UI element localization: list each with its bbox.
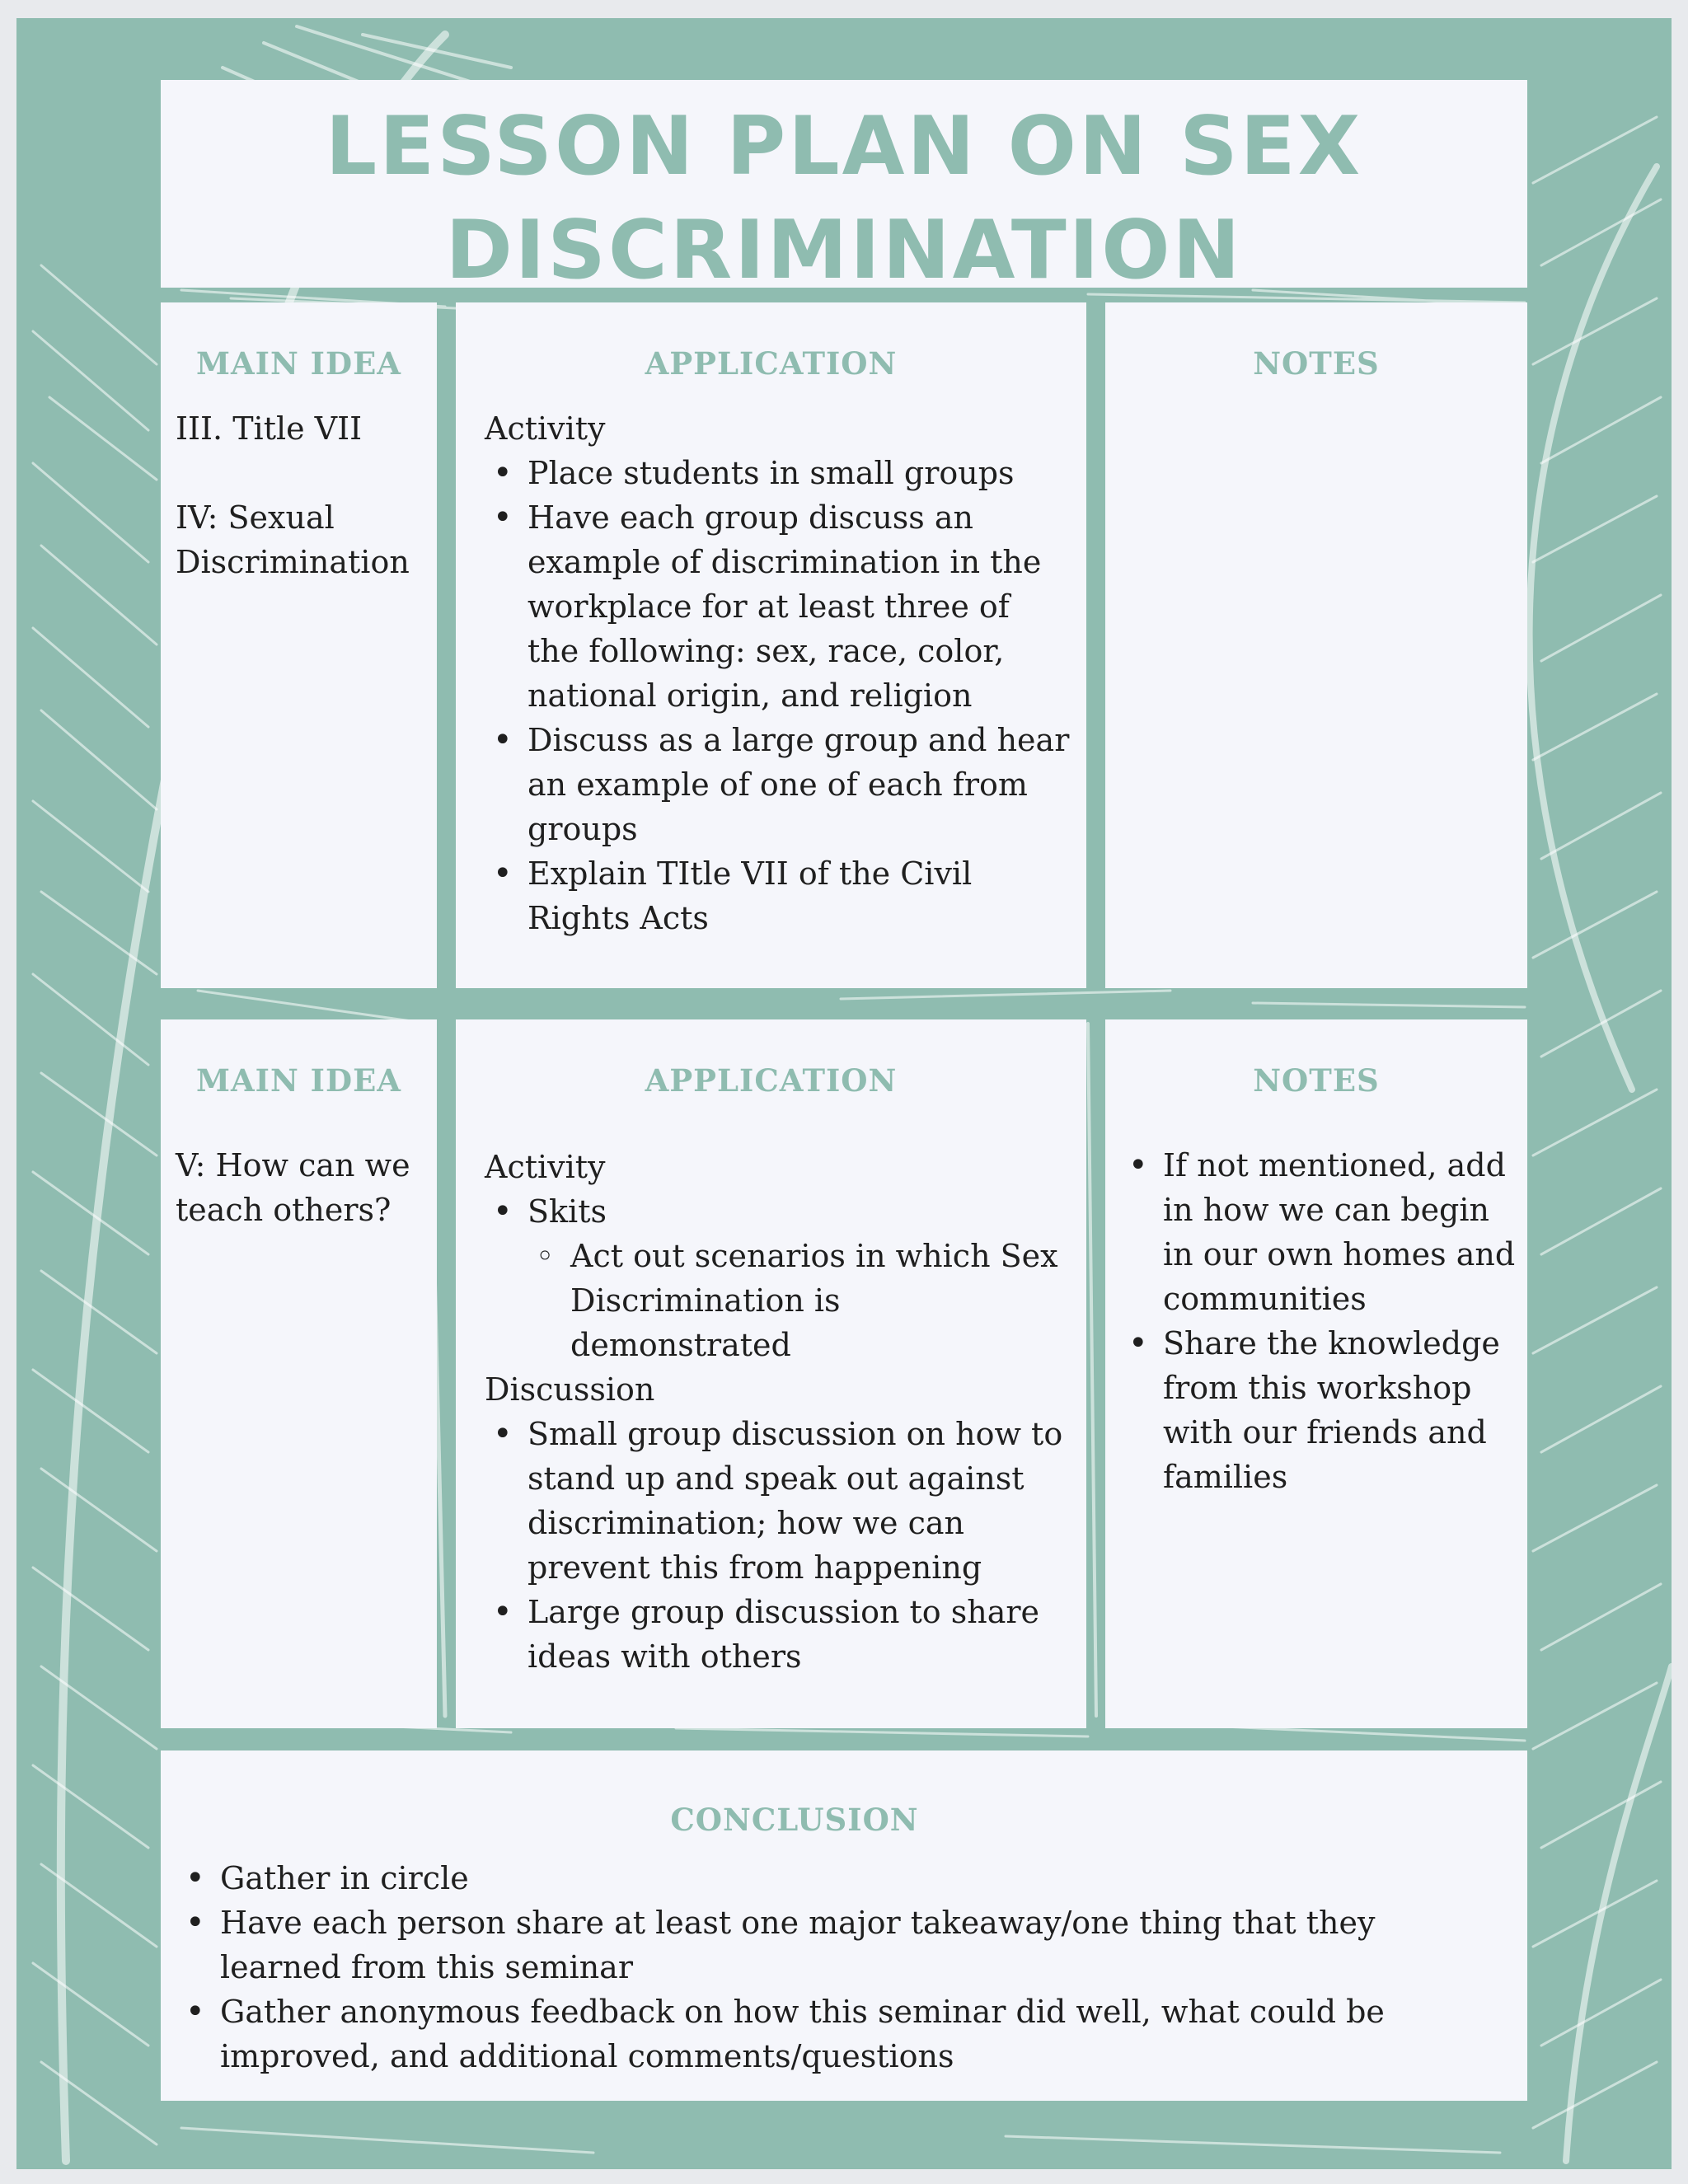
- notes-cell-1: [1105, 302, 1527, 988]
- notes-heading: NOTES: [1253, 345, 1380, 382]
- application-cell-1: [456, 302, 1086, 988]
- main-idea-text: [176, 406, 431, 584]
- sub-list-item: ◦ Act out scenarios in which Sex Discrimination is demonstrated: [528, 1234, 1070, 1367]
- activity-label: Activity: [485, 1149, 606, 1185]
- application-heading: APPLICATION: [645, 345, 898, 382]
- main-idea-line: IV: Sexual Discrimination: [176, 499, 410, 580]
- main-idea-line: III. Title VII: [176, 410, 363, 447]
- list-item: • Large group discussion to share ideas with others: [485, 1590, 1070, 1679]
- application-text: [485, 1145, 1070, 1679]
- list-item: • Place students in small groups: [485, 451, 1070, 495]
- notes-heading: NOTES: [1253, 1062, 1380, 1099]
- skits-label: Skits: [528, 1193, 607, 1230]
- activity-label: Activity: [485, 410, 606, 447]
- list-item: • Share the knowledge from this workshop with our friends and families: [1120, 1321, 1516, 1499]
- main-idea-heading: MAIN IDEA: [196, 1062, 401, 1099]
- list-item: • Explain TItle VII of the Civil Rights Acts: [485, 851, 1070, 940]
- list-item: [485, 1189, 1070, 1367]
- application-cell-2: [456, 1019, 1086, 1728]
- lesson-plan-page: [16, 18, 1672, 2169]
- conclusion-text: [177, 1856, 1496, 2079]
- list-item: • Have each group discuss an example of discrimination in the workplace for at least three of the following: sex, race, color, national origin, and religion: [485, 495, 1070, 718]
- main-idea-cell-2: [161, 1019, 437, 1728]
- main-idea-line: V: How can we teach others?: [176, 1147, 410, 1228]
- list-item: • Gather in circle: [177, 1856, 1496, 1900]
- page-title: LESSON PLAN ON SEX DISCRIMINATION: [325, 100, 1363, 298]
- title-panel: [161, 80, 1527, 298]
- list-item: • Have each person share at least one major takeaway/one thing that they learned from this seminar: [177, 1900, 1496, 1990]
- notes-cell-2: [1105, 1019, 1527, 1728]
- main-idea-cell-1: [161, 302, 437, 988]
- list-item: • Discuss as a large group and hear an example of one of each from groups: [485, 718, 1070, 851]
- main-idea-text: [176, 1143, 431, 1232]
- discussion-label: Discussion: [485, 1371, 655, 1408]
- list-item: • Gather anonymous feedback on how this seminar did well, what could be improved, and additional comments/questions: [177, 1990, 1496, 2079]
- conclusion-heading: CONCLUSION: [670, 1802, 919, 1838]
- main-idea-heading: MAIN IDEA: [196, 345, 401, 382]
- list-item: • Small group discussion on how to stand up and speak out against discrimination; how we can prevent this from happening: [485, 1412, 1070, 1590]
- application-text: [485, 406, 1070, 940]
- notes-text: [1120, 1143, 1516, 1499]
- conclusion-panel: [161, 1750, 1527, 2101]
- application-heading: APPLICATION: [645, 1062, 898, 1099]
- list-item: • If not mentioned, add in how we can begin in our own homes and communities: [1120, 1143, 1516, 1321]
